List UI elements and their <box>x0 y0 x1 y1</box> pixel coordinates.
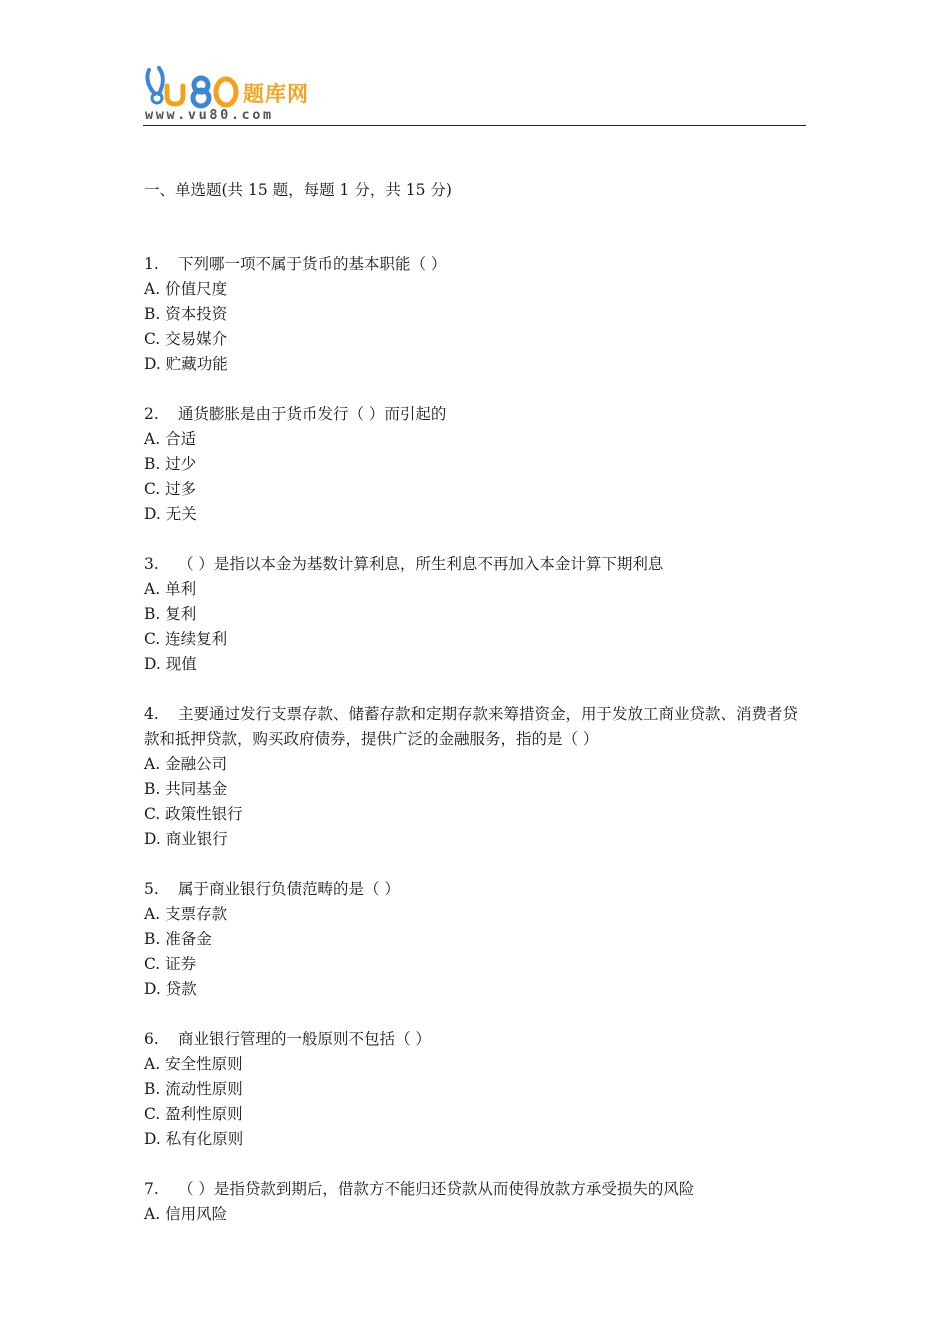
option-text: 贮藏功能 <box>165 355 228 373</box>
option-b[interactable] <box>144 777 808 802</box>
option-text: 金融公司 <box>165 755 228 773</box>
option-key: A. <box>144 430 161 448</box>
logo-url-text: www.vu80.com <box>145 107 274 123</box>
option-text: 流动性原则 <box>165 1080 243 1098</box>
option-b[interactable] <box>144 452 808 477</box>
question-number: 3. <box>144 555 159 573</box>
option-key: C. <box>144 805 161 823</box>
option-text: 贷款 <box>165 980 197 998</box>
option-key: D. <box>144 1130 161 1148</box>
question-text: 商业银行管理的一般原则不包括（ ） <box>178 1030 431 1048</box>
option-key: B. <box>144 1080 161 1098</box>
option-text: 安全性原则 <box>165 1055 243 1073</box>
question-5 <box>144 877 808 1002</box>
option-text: 交易媒介 <box>165 330 228 348</box>
option-text: 价值尺度 <box>165 280 228 298</box>
option-key: C. <box>144 955 161 973</box>
option-text: 过多 <box>165 480 197 498</box>
option-key: C. <box>144 480 161 498</box>
site-logo[interactable] <box>143 64 343 124</box>
option-d[interactable] <box>144 652 808 677</box>
option-key: B. <box>144 455 161 473</box>
option-key: B. <box>144 930 161 948</box>
option-a[interactable] <box>144 427 808 452</box>
option-a[interactable] <box>144 277 808 302</box>
option-key: A. <box>144 280 161 298</box>
option-text: 政策性银行 <box>165 805 243 823</box>
option-key: B. <box>144 605 161 623</box>
question-number: 2. <box>144 405 159 423</box>
option-a[interactable] <box>144 1052 808 1077</box>
question-4 <box>144 702 808 852</box>
question-6 <box>144 1027 808 1152</box>
question-number: 4. <box>144 705 159 723</box>
option-key: C. <box>144 330 161 348</box>
option-text: 支票存款 <box>165 905 228 923</box>
section-title: 一、单选题(共 15 题，每题 1 分，共 15 分) <box>144 181 452 199</box>
option-b[interactable] <box>144 927 808 952</box>
option-d[interactable] <box>144 502 808 527</box>
question-text: （ ）是指以本金为基数计算利息，所生利息不再加入本金计算下期利息 <box>178 555 664 573</box>
question-text: 下列哪一项不属于货币的基本职能（ ） <box>178 255 447 273</box>
option-a[interactable] <box>144 752 808 777</box>
option-key: A. <box>144 1055 161 1073</box>
question-7 <box>144 1177 808 1227</box>
question-number: 6. <box>144 1030 159 1048</box>
option-key: C. <box>144 1105 161 1123</box>
question-text: （ ）是指贷款到期后，借款方不能归还贷款从而使得放款方承受损失的风险 <box>178 1180 695 1198</box>
option-d[interactable] <box>144 1127 808 1152</box>
option-text: 现值 <box>165 655 197 673</box>
option-text: 连续复利 <box>165 630 228 648</box>
option-d[interactable] <box>144 977 808 1002</box>
option-c[interactable] <box>144 627 808 652</box>
option-key: A. <box>144 580 161 598</box>
question-text: 通货膨胀是由于货币发行（ ）而引起的 <box>178 405 447 423</box>
option-text: 资本投资 <box>165 305 228 323</box>
option-text: 合适 <box>165 430 197 448</box>
question-number: 1. <box>144 255 159 273</box>
option-c[interactable] <box>144 802 808 827</box>
option-a[interactable] <box>144 1202 808 1227</box>
option-key: D. <box>144 980 161 998</box>
page-header <box>143 62 806 126</box>
option-c[interactable] <box>144 952 808 977</box>
question-1 <box>144 252 808 377</box>
option-key: D. <box>144 355 161 373</box>
option-key: C. <box>144 630 161 648</box>
option-key: D. <box>144 655 161 673</box>
option-key: A. <box>144 755 161 773</box>
logo-cn-text: 题库网 <box>243 82 309 106</box>
option-d[interactable] <box>144 352 808 377</box>
question-2 <box>144 402 808 527</box>
question-number: 5. <box>144 880 159 898</box>
option-key: A. <box>144 1205 161 1223</box>
option-c[interactable] <box>144 327 808 352</box>
option-text: 盈利性原则 <box>165 1105 243 1123</box>
question-number: 7. <box>144 1180 159 1198</box>
option-b[interactable] <box>144 1077 808 1102</box>
question-3 <box>144 552 808 677</box>
option-text: 商业银行 <box>165 830 228 848</box>
exam-content <box>144 178 808 1252</box>
option-key: B. <box>144 305 161 323</box>
option-text: 共同基金 <box>165 780 228 798</box>
option-key: A. <box>144 905 161 923</box>
option-text: 复利 <box>165 605 197 623</box>
option-key: B. <box>144 780 161 798</box>
question-text: 属于商业银行负债范畴的是（ ） <box>178 880 400 898</box>
option-a[interactable] <box>144 902 808 927</box>
option-text: 证券 <box>165 955 197 973</box>
option-key: D. <box>144 505 161 523</box>
option-c[interactable] <box>144 477 808 502</box>
option-text: 单利 <box>165 580 197 598</box>
option-c[interactable] <box>144 1102 808 1127</box>
option-a[interactable] <box>144 577 808 602</box>
option-key: D. <box>144 830 161 848</box>
option-b[interactable] <box>144 302 808 327</box>
header-divider <box>143 125 806 126</box>
option-text: 无关 <box>165 505 197 523</box>
question-text: 主要通过发行支票存款、储蓄存款和定期存款来筹措资金，用于发放工商业贷款、消费者贷款和抵押贷款，购买政府债券，提供广泛的金融服务，指的是（ ） <box>144 705 799 748</box>
option-text: 私有化原则 <box>165 1130 244 1148</box>
option-b[interactable] <box>144 602 808 627</box>
option-d[interactable] <box>144 827 808 852</box>
option-text: 过少 <box>165 455 197 473</box>
option-text: 信用风险 <box>165 1205 228 1223</box>
option-text: 准备金 <box>165 930 212 948</box>
